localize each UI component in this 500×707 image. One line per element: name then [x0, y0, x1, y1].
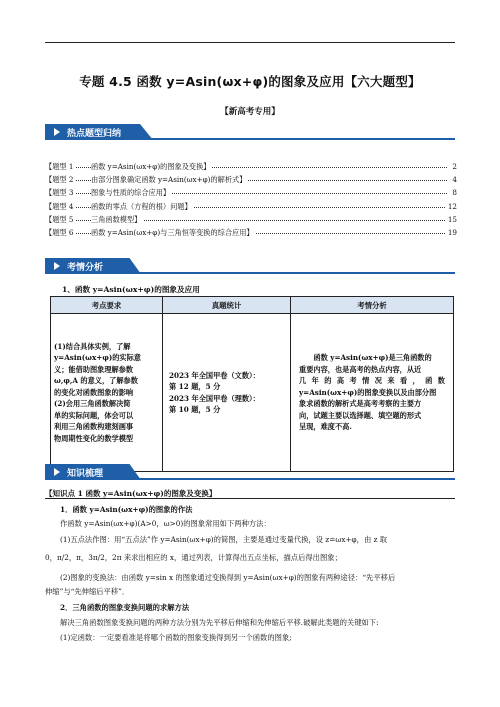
play-arrow-icon — [54, 468, 60, 476]
toc-page-number: 4 — [452, 175, 457, 185]
body-line: 解决三角函数图象变换问题的两种方法分别为先平移后伸缩和先伸缩后平移.破解此类题的关键如下: — [60, 618, 379, 627]
play-arrow-icon — [54, 128, 60, 136]
body-heading: 2．三角函数的图象变换问题的求解方法 — [60, 603, 190, 612]
toc-entry[interactable]: 【题型 2 由部分图象确定函数 y=Asin(ωx+φ)的解析式】 4 — [45, 175, 457, 185]
body-heading: 1．函数 y=Asin(ωx+φ)的图象的作法 — [60, 505, 193, 514]
document-title: 专题 4.5 函数 y=Asin(ωx+φ)的图象及应用【六大题型】 — [79, 74, 421, 89]
toc-page-number: 15 — [447, 214, 457, 224]
section-banner-hot-topics — [45, 124, 455, 140]
requirements-cell: (1)结合具体实例，了解 y=Asin(ωx+φ)的实际意 义；能借助图象理解参数 ω,φ,A 的意义，了解参数 的变化对函数图象的影响 (2)会用三角函数解决简 单的实际问题，体会可以 利用三角函数构建刻画事 物周期性变化的数学模型 — [51, 314, 163, 472]
header-rule — [45, 42, 455, 43]
toc-page-number: 12 — [447, 201, 457, 211]
document-subtitle: 【新高考专用】 — [220, 107, 280, 117]
toc-entry[interactable]: 【题型 6 函数 y=Asin(ωx+φ)与三角恒等变换的综合应用】 19 — [45, 227, 457, 237]
body-line: (2)图象的变换法：由函数 y=sin x 的图象通过变换得到 y=Asin(ωx+φ)的图象有两种途径：“先平移后 — [60, 573, 396, 582]
body-line: 0，π/2，π，3π/2，2π 来求出相应的 x，通过列表，计算得出五点坐标，描点后得出图象； — [45, 553, 342, 562]
knowledge-point-title: 【知识点 1 函数 y=Asin(ωx+φ)的图象及变换】 — [45, 489, 217, 498]
toc-entry[interactable]: 【题型 3 图象与性质的综合应用】 8 — [45, 188, 457, 198]
toc-page-number: 19 — [447, 227, 457, 237]
toc-entry[interactable]: 【题型 4 函数的零点（方程的根）问题】 12 — [45, 201, 457, 211]
table-of-contents — [45, 162, 457, 241]
body-line: (1)五点法作图：用“五点法”作 y=Asin(ωx+φ)的简图，主要是通过变量代换，设 z=ωx+φ，由 z 取 — [60, 535, 388, 544]
banner-label: 考情分析 — [67, 263, 104, 273]
body-line: 伸缩”与“先伸缩后平移”． — [45, 587, 130, 596]
body-line: (1)定函数：一定要看准是将哪个函数的图象变换得到另一个函数的图象; — [60, 633, 292, 642]
statistics-cell: 2023 年全国甲卷（文数）： 第 12 题，5 分 2023 年全国甲卷（理数）： 第 10 题，5 分 — [163, 314, 291, 472]
play-arrow-icon — [54, 262, 60, 270]
exam-analysis-table — [50, 296, 454, 472]
table-header: 真题统计 — [163, 297, 291, 314]
exam-section-heading: 1、函数 y=Asin(ωx+φ)的图象及应用 — [62, 285, 200, 294]
body-line: 作函数 y=Asin(ωx+φ)(A>0，ω>0)的图象常用如下两种方法： — [60, 519, 271, 528]
analysis-cell: 函数 y=Asin(ωx+φ)是三角函数的 重要内容，也是高考的热点内容，从近 几年的高考情况来看，函数 y=Asin(ωx+φ)的图象变换以及由部分图 象求函数的解析式是高考考察的主要方 向，试题主要以选择题、填空题的形式 呈现，难度不高. — [291, 314, 454, 472]
banner-label: 知识梳理 — [67, 469, 104, 479]
toc-entry[interactable]: 【题型 5 三角函数模型】 15 — [45, 214, 457, 224]
toc-entry[interactable]: 【题型 1 函数 y=Asin(ωx+φ)的图象及变换】 2 — [45, 162, 457, 171]
table-header: 考点要求 — [51, 297, 163, 314]
toc-page-number: 2 — [452, 162, 457, 171]
banner-label: 热点题型归纳 — [67, 129, 122, 139]
toc-page-number: 8 — [452, 188, 457, 198]
table-header: 考情分析 — [291, 297, 454, 314]
section-banner-exam-analysis — [45, 258, 455, 274]
section-banner-knowledge — [45, 464, 455, 480]
